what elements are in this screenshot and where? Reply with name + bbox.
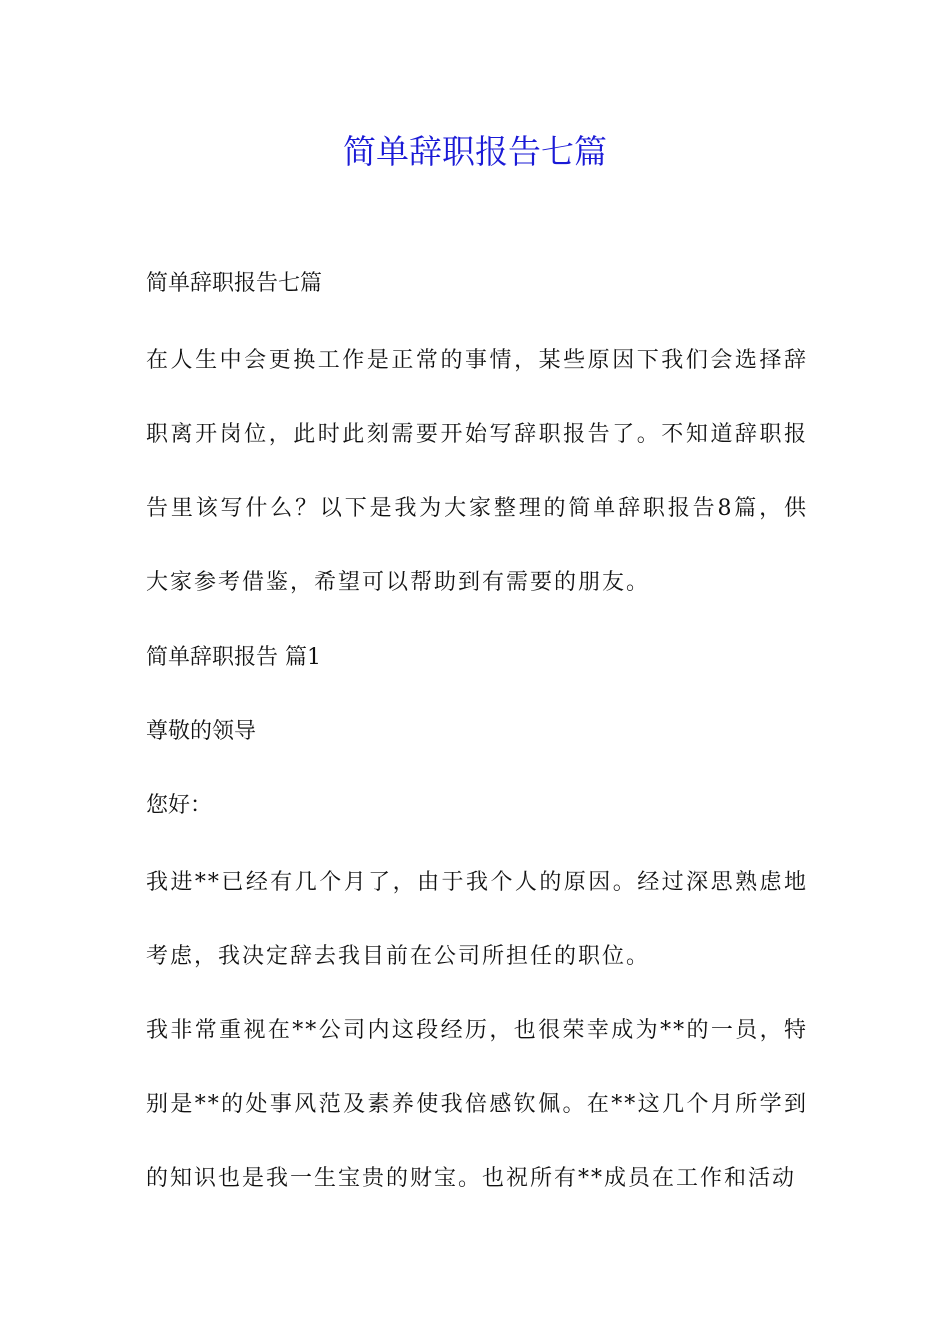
document-subtitle: 简单辞职报告七篇 <box>146 271 323 296</box>
salutation: 尊敬的领导 <box>146 719 257 744</box>
body-paragraph-1: 我进**已经有几个月了，由于我个人的原因。经过深思熟虑地考虑，我决定辞去我目前在公司所担任的职位。 <box>146 870 808 969</box>
greeting: 您好： <box>146 793 213 818</box>
section-heading: 简单辞职报告 篇1 <box>146 645 321 670</box>
intro-paragraph: 在人生中会更换工作是正常的事情，某些原因下我们会选择辞职离开岗位，此时此刻需要开始写辞职报告了。不知道辞职报告里该写什么？以下是我为大家整理的简单辞职报告8篇，供大家参考借鉴，希望可以帮助到有需要的朋友。 <box>146 348 808 595</box>
document-title: 简单辞职报告七篇 <box>343 132 607 171</box>
body-paragraph-2: 我非常重视在**公司内这段经历，也很荣幸成为**的一员，特别是**的处事风范及素养使我倍感钦佩。在**这几个月所学到的知识也是我一生宝贵的财宝。也祝所有**成员在工作和活动 <box>146 1018 808 1191</box>
